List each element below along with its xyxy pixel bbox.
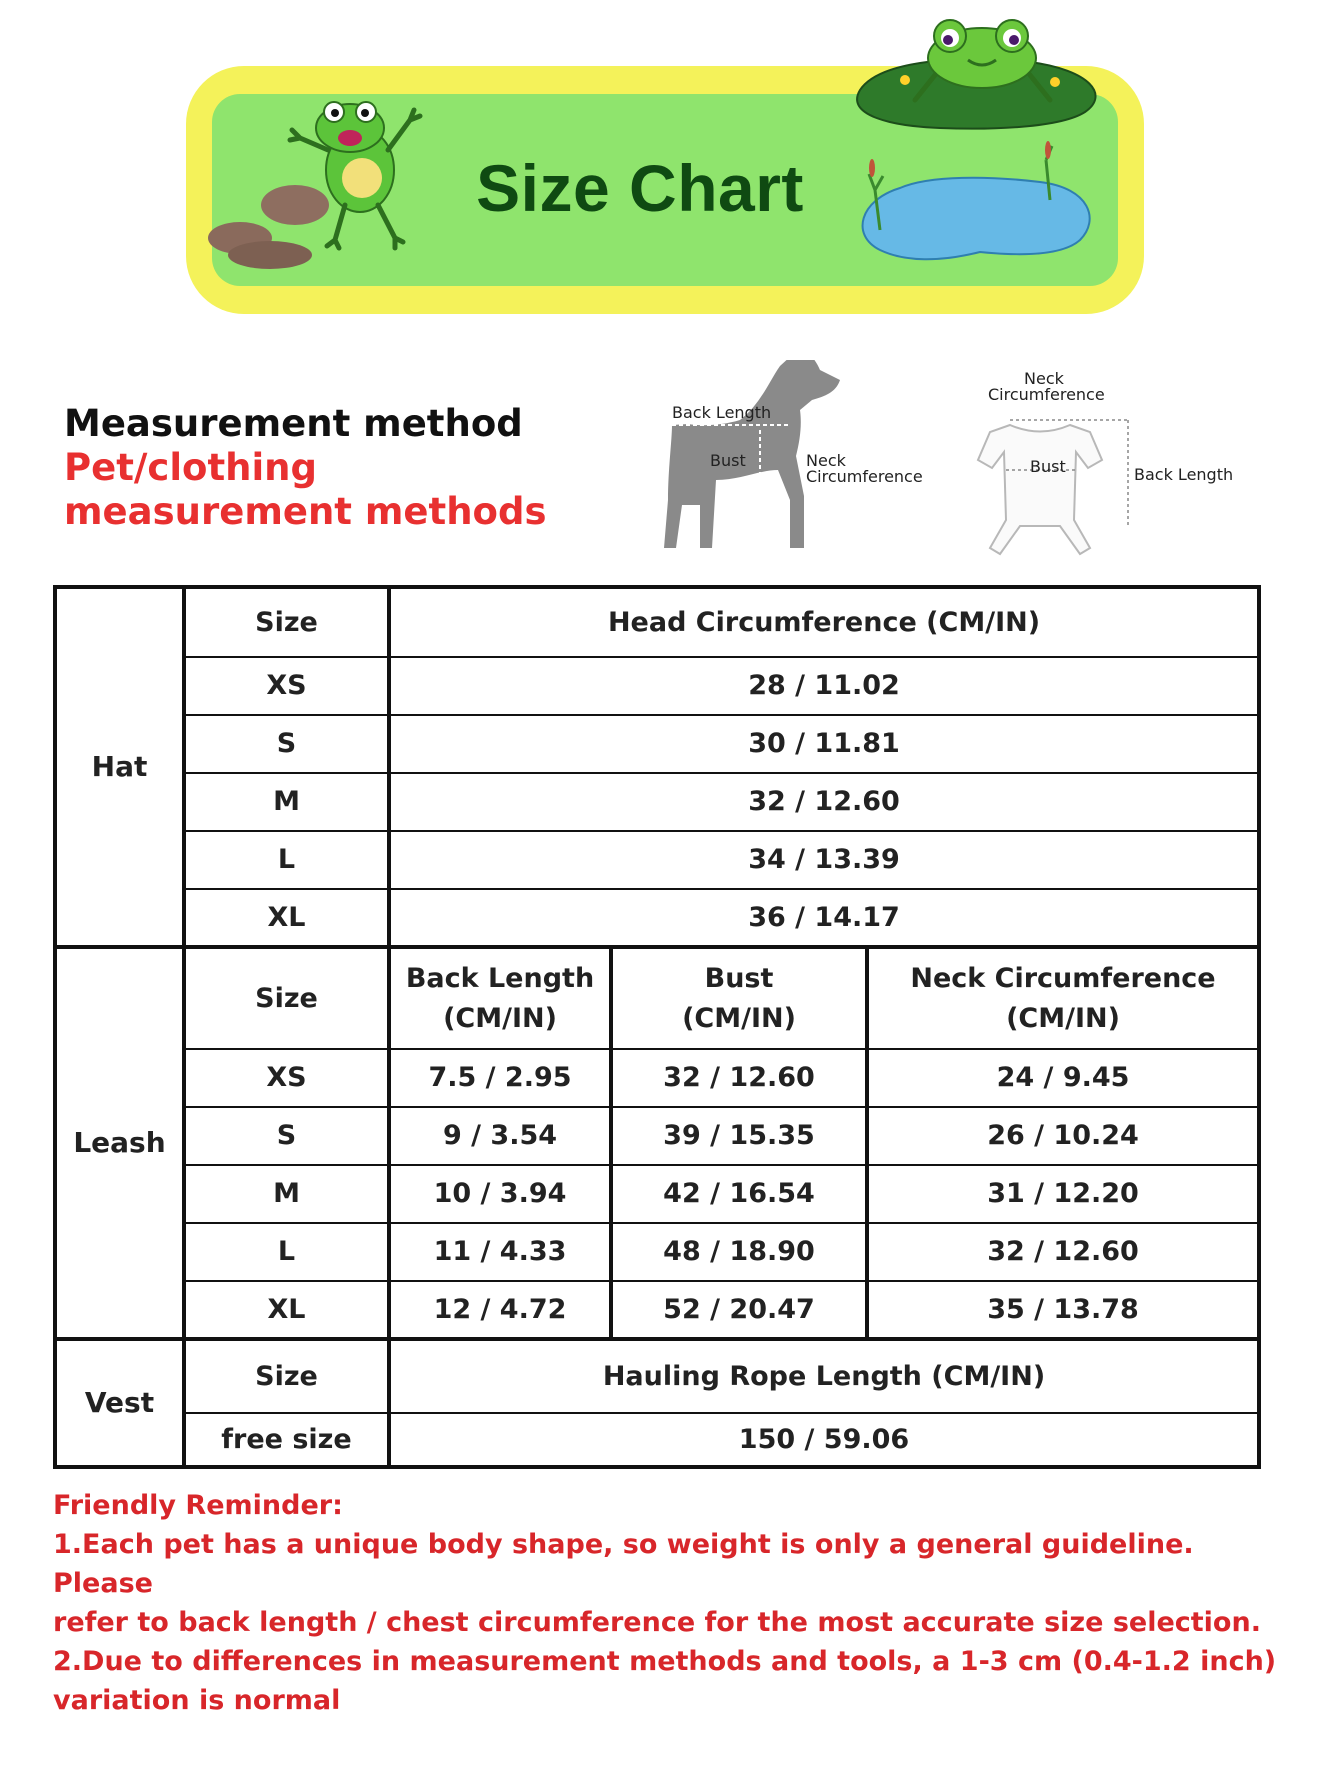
leash-neck-header: [867, 947, 1259, 1049]
leash-neck-cell: 24 / 9.45: [867, 1049, 1259, 1107]
table-row: [55, 1281, 1259, 1339]
leash-neck-cell: 32 / 12.60: [867, 1223, 1259, 1281]
hat-head-header: Head Circumference (CM/IN): [389, 587, 1259, 657]
leash-back-cell: 9 / 3.54: [389, 1107, 611, 1165]
hat-head-cell: 34 / 13.39: [389, 831, 1259, 889]
table-row: [55, 1049, 1259, 1107]
table-row: [55, 1223, 1259, 1281]
leash-bust-header: [611, 947, 867, 1049]
reminder-title: Friendly Reminder:: [53, 1490, 343, 1521]
hat-category: Hat: [55, 587, 184, 947]
clothing-back-length-label: Back Length: [1134, 465, 1234, 484]
leash-bust-header-line1: Bust: [704, 963, 774, 995]
leash-header-row: [55, 947, 1259, 1049]
leash-size-cell: M: [184, 1165, 389, 1223]
leash-back-cell: 7.5 / 2.95: [389, 1049, 611, 1107]
hat-size-header: Size: [184, 587, 389, 657]
leash-bust-cell: 48 / 18.90: [611, 1223, 867, 1281]
hat-size-cell: XL: [184, 889, 389, 947]
leash-back-cell: 11 / 4.33: [389, 1223, 611, 1281]
vest-size-cell: free size: [184, 1413, 389, 1467]
table-row: [55, 1107, 1259, 1165]
reminder-line-4: variation is normal: [53, 1685, 341, 1716]
hat-head-cell: 36 / 14.17: [389, 889, 1259, 947]
leash-size-cell: S: [184, 1107, 389, 1165]
hat-head-cell: 32 / 12.60: [389, 773, 1259, 831]
size-table: [53, 585, 1261, 1469]
table-row: [55, 831, 1259, 889]
leash-back-header-line1: Back Length: [405, 963, 595, 995]
leash-neck-cell: 31 / 12.20: [867, 1165, 1259, 1223]
dog-neck-label-2: Circumference: [806, 467, 923, 486]
leash-neck-cell: 26 / 10.24: [867, 1107, 1259, 1165]
reminder-line-2: refer to back length / chest circumference for the most accurate size selection.: [53, 1607, 1261, 1638]
leash-back-header: [389, 947, 611, 1049]
hat-header-row: [55, 587, 1259, 657]
vest-rope-header: Hauling Rope Length (CM/IN): [389, 1339, 1259, 1413]
leash-category: Leash: [55, 947, 184, 1339]
hat-size-cell: L: [184, 831, 389, 889]
dog-back-length-label: Back Length: [672, 403, 772, 422]
table-row: [55, 889, 1259, 947]
vest-size-header: Size: [184, 1339, 389, 1413]
leash-back-header-line2: (CM/IN): [443, 1002, 557, 1034]
leash-neck-header-line1: Neck Circumference: [910, 963, 1216, 995]
vest-category: Vest: [55, 1339, 184, 1467]
reminder-line-1: 1.Each pet has a unique body shape, so weight is only a general guideline. Please: [53, 1529, 1194, 1599]
table-row: [55, 715, 1259, 773]
dog-bust-label: Bust: [710, 451, 746, 470]
friendly-reminder: [53, 1486, 1293, 1720]
leash-bust-cell: 32 / 12.60: [611, 1049, 867, 1107]
leash-bust-header-line2: (CM/IN): [682, 1002, 796, 1034]
hat-size-cell: S: [184, 715, 389, 773]
leash-bust-cell: 39 / 15.35: [611, 1107, 867, 1165]
table-row: [55, 1413, 1259, 1467]
clothing-neck-label-2: Circumference: [988, 385, 1105, 404]
clothing-bust-label: Bust: [1030, 457, 1066, 476]
leash-back-cell: 10 / 3.94: [389, 1165, 611, 1223]
measurement-diagrams: [0, 360, 1340, 560]
vest-rope-cell: 150 / 59.06: [389, 1413, 1259, 1467]
table-row: [55, 773, 1259, 831]
hat-size-cell: M: [184, 773, 389, 831]
leash-size-cell: XL: [184, 1281, 389, 1339]
vest-header-row: [55, 1339, 1259, 1413]
hat-size-cell: XS: [184, 657, 389, 715]
leash-neck-header-line2: (CM/IN): [1006, 1002, 1120, 1034]
dog-neck-label-1: Neck: [806, 451, 846, 470]
page-title: Size Chart: [476, 151, 804, 225]
hat-head-cell: 30 / 11.81: [389, 715, 1259, 773]
reminder-line-3: 2.Due to differences in measurement methods and tools, a 1-3 cm (0.4-1.2 inch): [53, 1646, 1277, 1677]
clothing-neck-label-1: Neck: [1024, 369, 1064, 388]
measurement-subtitle-1: Pet/clothing: [64, 446, 317, 489]
leash-neck-cell: 35 / 13.78: [867, 1281, 1259, 1339]
measurement-title: Measurement method: [64, 402, 523, 445]
leash-bust-cell: 52 / 20.47: [611, 1281, 867, 1339]
table-row: [55, 1165, 1259, 1223]
leash-size-cell: XS: [184, 1049, 389, 1107]
table-row: [55, 657, 1259, 715]
dog-diagram-icon: [664, 360, 923, 548]
hat-head-cell: 28 / 11.02: [389, 657, 1259, 715]
leash-size-cell: L: [184, 1223, 389, 1281]
leash-bust-cell: 42 / 16.54: [611, 1165, 867, 1223]
leash-back-cell: 12 / 4.72: [389, 1281, 611, 1339]
measurement-subtitle-2: measurement methods: [64, 490, 547, 533]
clothing-diagram-icon: [978, 369, 1233, 554]
leash-size-header: Size: [184, 947, 389, 1049]
